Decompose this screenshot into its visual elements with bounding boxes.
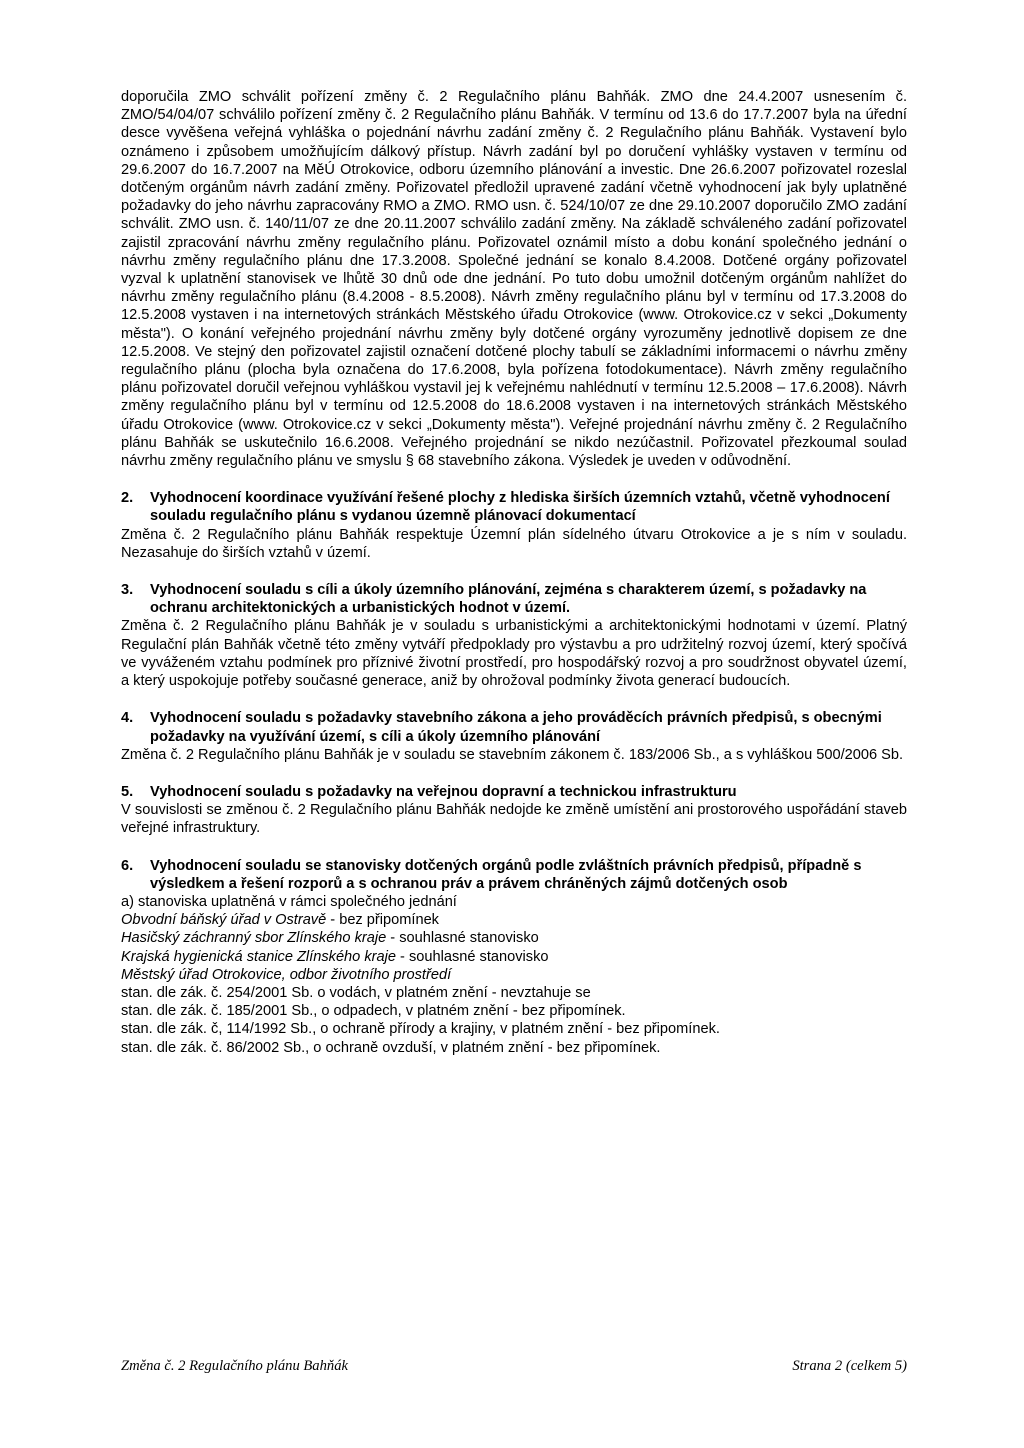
section-6-list: [121, 893, 907, 1057]
section-body: V souvislosti se změnou č. 2 Regulačního plánu Bahňák nedojde ke změně umístění ani prostorového uspořádání staveb veřejné infrastruktury.: [121, 802, 907, 837]
list-line: [121, 1002, 907, 1020]
section-number: 2.: [121, 490, 134, 507]
list-line: [121, 966, 907, 984]
list-line: [121, 929, 907, 947]
line-text: stan. dle zák. č. 185/2001 Sb., o odpadech, v platném znění - bez připomínek.: [121, 1003, 626, 1020]
line-text: - bez připomínek: [326, 912, 439, 929]
list-line: [121, 984, 907, 1002]
section-title: Vyhodnocení souladu s požadavky stavebního zákona a jeho prováděcích právních předpisů, s obecnými požadavky na využívání území, s cíli a úkoly územního plánování: [150, 710, 882, 745]
line-text: - souhlasné stanovisko: [386, 930, 539, 947]
authority-name: Obvodní báňský úřad v Ostravě: [121, 912, 327, 929]
section-number: 3.: [121, 582, 134, 599]
section-body: Změna č. 2 Regulačního plánu Bahňák je v souladu se stavebním zákonem č. 183/2006 Sb., a s vyhláškou 500/2006 Sb.: [121, 746, 904, 763]
section-heading: [121, 709, 907, 745]
section-5: [121, 783, 907, 838]
footer-document-title: Změna č. 2 Regulačního plánu Bahňák: [121, 1358, 348, 1374]
section-heading: [121, 489, 907, 525]
section-title: Vyhodnocení souladu s požadavky na veřejnou dopravní a technickou infrastrukturu: [150, 783, 737, 800]
authority-name: Městský úřad Otrokovice, odbor životního prostředí: [121, 966, 452, 983]
authority-name: Krajská hygienická stanice Zlínského kraje: [121, 948, 396, 965]
footer-page-number: Strana 2 (celkem 5): [792, 1358, 907, 1374]
section-title: Vyhodnocení koordinace využívání řešené plochy z hlediska širších územních vztahů, včetně vyhodnocení souladu regulačního plánu s vydanou územně plánovací dokumentací: [150, 490, 890, 525]
authority-name: Hasičský záchranný sbor Zlínského kraje: [121, 930, 387, 947]
line-text: - souhlasné stanovisko: [395, 948, 549, 965]
section-title: Vyhodnocení souladu s cíli a úkoly územního plánování, zejména s charakterem území, s požadavky na ochranu architektonických a urbanistických hodnot v území.: [150, 582, 867, 617]
section-4: [121, 709, 907, 764]
section-3: [121, 581, 907, 690]
line-text: stan. dle zák. č. 254/2001 Sb. o vodách, v platném znění - nevztahuje se: [121, 984, 591, 1001]
list-line: [121, 893, 907, 911]
list-line: [121, 1020, 907, 1038]
document-page: [121, 88, 907, 1057]
intro-paragraph: doporučila ZMO schválit pořízení změny č. 2 Regulačního plánu Bahňák. ZMO dne 24.4.2007 usnesením č. ZMO/54/04/07 schválilo pořízení změny č. 2 Regulačního plánu Bahňák. V termínu od 13.6 do 17.7.2007 byla na úřední desce vyvěšena veřejná vyhláška o pojednání návrhu zadání změny č. 2 Regulačního plánu Bahňák. Vystavení bylo oznámeno i způsobem umožňujícím dálkový přístup. Návrh zadání byl po doručení vyhlášky vystaven v termínu od 29.6.2007 do 16.7.2007 na MěÚ Otrokovice, odboru územního plánování a investic. Dne 26.6.2007 pořizovatel rozeslal dotčeným orgánům návrh zadání změny. Pořizovatel předložil upravené zadání včetně vyhodnocení jak byly uplatněné požadavky do jeho návrhu zapracovány RMO a ZMO. RMO usn. č. 524/10/07 ze dne 29.10.2007 doporučilo ZMO zadání schválit. ZMO usn. č. 140/11/07 ze dne 20.11.2007 schválilo zadání změny. Na základě schváleného zadání pořizovatel zajistil zpracování návrhu změny regulačního plánu. Pořizovatel oznámil místo a dobu konání společného jednání o návrhu změny regulačního plánu dne 17.3.2008. Společné jednání se konalo 8.4.2008. Dotčené orgány pořizovatel vyzval k uplatnění stanovisek ve lhůtě 30 dnů ode dne jednání. Po tuto dobu umožnil dotčeným orgánům nahlížet do návrhu změny regulačního plánu (8.4.2008 - 8.5.2008). Návrh změny regulačního plánu byl v termínu od 17.3.2008 do 12.5.2008 vystaven i na internetových stránkách Městského úřadu Otrokovice (www. Otrokovice.cz v sekci „Dokumenty města"). O konání veřejného projednání návrhu změny byly dotčené orgány vyrozuměny jednotlivě dopisem ze dne 12.5.2008. Ve stejný den pořizovatel zajistil označení dotčené plochy tabulí se základními informacemi o návrhu změny regulačního plánu (plocha byla označena do 17.6.2008, byla pořízena fotodokumentace). Návrh změny regulačního plánu pořizovatel doručil veřejnou vyhláškou vystavil jej k veřejnému nahlédnutí v termínu 12.5.2008 – 17.6.2008). Návrh změny regulačního plánu byl v termínu od 12.5.2008 do 18.6.2008 vystaven i na internetových stránkách Městského úřadu Otrokovice (www. Otrokovice.cz v sekci „Dokumenty města"). Veřejné projednání návrhu změny č. 2 Regulačního plánu Bahňák se uskutečnilo 16.6.2008. Veřejného projednání se nikdo nezúčastnil. Pořizovatel přezkoumal soulad návrhu změny regulačního plánu ve smyslu § 68 stavebního zákona. Výsledek je uveden v odůvodnění.: [121, 89, 907, 470]
section-body: Změna č. 2 Regulačního plánu Bahňák respektuje Územní plán sídelného útvaru Otrokovice a je s ním v souladu. Nezasahuje do širších vztahů v území.: [121, 526, 907, 561]
section-body: Změna č. 2 Regulačního plánu Bahňák je v souladu s urbanistickými a architektonickými hodnotami v území. Platný Regulační plán Bahňák včetně této změny vytváří předpoklady pro výstavbu a pro udržitelný rozvoj území, který spočívá ve vyváženém vztahu podmínek pro příznivé životní prostředí, pro hospodářský rozvoj a pro soudržnost obyvatel území, a který uspokojuje potřeby současné generace, aniž by ohrožoval podmínky života generací budoucích.: [121, 618, 907, 690]
section-heading: [121, 857, 907, 893]
section-title: Vyhodnocení souladu se stanovisky dotčených orgánů podle zvláštních právních předpisů, případně s výsledkem a řešení rozporů a s ochranou práv a právem chráněných zájmů dotčených osob: [150, 857, 862, 892]
section-number: 4.: [121, 710, 134, 727]
line-text: stan. dle zák. č, 114/1992 Sb., o ochraně přírody a krajiny, v platném znění - bez připomínek.: [121, 1021, 720, 1038]
section-2: [121, 489, 907, 562]
section-number: 5.: [121, 783, 134, 800]
line-text: stan. dle zák. č. 86/2002 Sb., o ochraně ovzduší, v platném znění - bez připomínek.: [121, 1039, 661, 1056]
section-number: 6.: [121, 857, 134, 874]
list-line: [121, 911, 907, 929]
line-text: a) stanoviska uplatněná v rámci společného jednání: [121, 893, 457, 910]
section-heading: [121, 581, 907, 617]
list-line: [121, 1039, 907, 1057]
section-6: [121, 857, 907, 1057]
list-line: [121, 948, 907, 966]
section-heading: [121, 783, 907, 801]
